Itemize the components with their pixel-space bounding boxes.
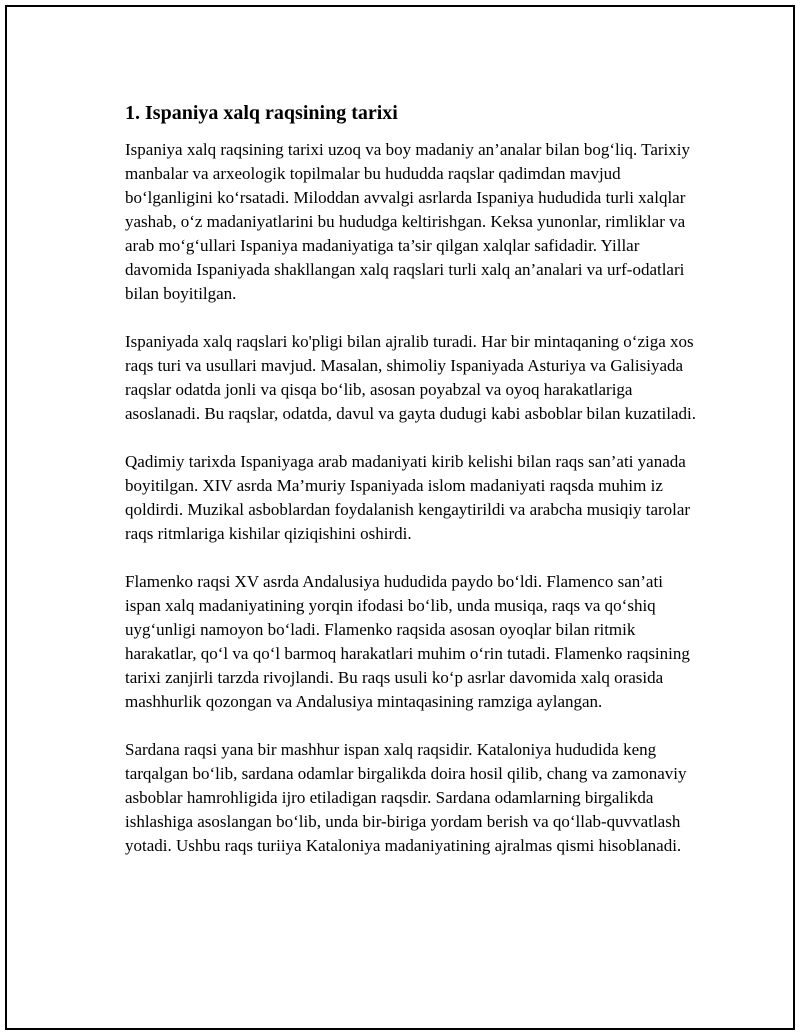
paragraph-flamenco: Flamenko raqsi XV asrda Andalusiya hududida paydo bo‘ldi. Flamenco san’ati ispan xalq madaniyatining yorqin ifodasi bo‘lib, unda musiqa, raqs va qo‘shiq uyg‘unligi namoyon bo‘ladi. Flamenko raqsida asosan oyoqlar bilan ritmik harakatlar, qo‘l va qo‘l barmoq harakatlari muhim o‘rin tutadi. Flamenko raqsining tarixi zanjirli tarzda rivojlandi. Bu raqs usuli ko‘p asrlar davomida xalq orasida mashhurlik qozongan va Andalusiya mintaqasining ramziga aylangan. — [125, 572, 690, 711]
paragraph-sardana: Sardana raqsi yana bir mashhur ispan xalq raqsidir. Kataloniya hududida keng tarqalgan bo‘lib, sardana odamlar birgalikda doira hosil qilib, chang va zamonaviy asboblar hamrohligida ijro etiladigan raqsdir. Sardana odamlarning birgalikda ishlashiga asoslangan bo‘lib, unda bir-biriga yordam berish va qo‘llab-quvvatlash yotadi. Ushbu raqs turiiya Kataloniya madaniyatining ajralmas qismi hisoblanadi. — [125, 740, 687, 855]
page-border — [5, 5, 795, 1030]
document-body — [125, 100, 700, 882]
paragraph-arab-influence: Qadimiy tarixda Ispaniyaga arab madaniyati kirib kelishi bilan raqs san’ati yanada boyitilgan. XIV asrda Ma’muriy Ispaniyada islom madaniyati raqsda muhim iz qoldirdi. Muzikal asboblardan foydalanish kengaytirildi va arabcha musiqiy tarolar raqs ritmlariga kishilar qiziqishini oshirdi. — [125, 452, 691, 543]
paragraph-history-overview: Ispaniya xalq raqsining tarixi uzoq va boy madaniy an’analar bilan bog‘liq. Tarixiy manbalar va arxeologik topilmalar bu hududda raqslar qadimdan mavjud bo‘lganligini ko‘rsatadi. Miloddan avvalgi asrlarda Ispaniya hududida turli xalqlar yashab, o‘z madaniyatlarini bu hududga keltirishgan. Keksa yunonlar, rimliklar va arab mo‘g‘ullari Ispaniya madaniyatiga ta’sir qilgan xalqlar safidadir. Yillar davomida Ispaniyada shakllangan xalq raqslari turli xalq an’analari va urf-odatlari bilan boyitilgan. — [125, 140, 691, 303]
section-heading: 1. Ispaniya xalq raqsining tarixi — [125, 102, 398, 124]
paragraph-regional-dances: Ispaniyada xalq raqslari ko'pligi bilan ajralib turadi. Har bir mintaqaning o‘ziga xos raqs turi va usullari mavjud. Masalan, shimoliy Ispaniyada Asturiya va Galisiyada raqslar odatda jonli va qisqa bo‘lib, asosan poyabzal va oyoq harakatlariga asoslanadi. Bu raqslar, odatda, davul va gayta dudugi kabi asboblar bilan kuzatiladi. — [125, 332, 697, 423]
